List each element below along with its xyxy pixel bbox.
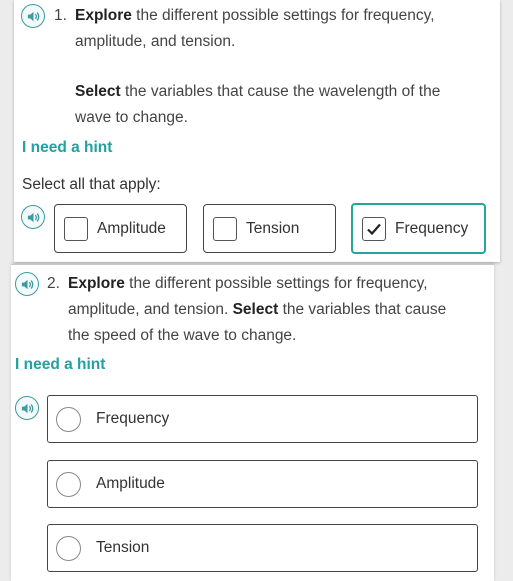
radio-button[interactable]: [56, 472, 81, 497]
q2-line2a: amplitude, and tension.: [68, 301, 233, 318]
option-label: Frequency: [96, 410, 170, 427]
q1-explore-word: Explore: [75, 7, 132, 24]
q2-option-tension[interactable]: [47, 524, 478, 572]
q1-hint-link[interactable]: I need a hint: [22, 139, 113, 156]
option-label: Amplitude: [96, 475, 165, 492]
speaker-icon: [20, 277, 35, 292]
question-2-card: [11, 264, 494, 581]
option-label: Amplitude: [97, 219, 166, 237]
q1-number: 1.: [54, 7, 67, 24]
q2-hint-link[interactable]: I need a hint: [15, 356, 106, 373]
q1-line1: the different possible settings for frequency,: [131, 7, 435, 24]
speaker-icon: [20, 401, 35, 416]
q1-line4: wave to change.: [75, 109, 188, 126]
q1-task: [75, 79, 475, 131]
q2-audio-button[interactable]: [15, 272, 39, 296]
q1-line3: the variables that cause the wavelength of the: [120, 83, 441, 100]
q2-explore-word: Explore: [68, 275, 125, 292]
q1-option-tension[interactable]: [203, 204, 336, 253]
q2-select-word: Select: [232, 301, 279, 318]
q1-prompt: [54, 3, 474, 55]
q2-line3: the speed of the wave to change.: [68, 327, 297, 344]
q2-line2b: the variables that cause: [278, 301, 447, 318]
q2-options-audio-button[interactable]: [15, 396, 39, 420]
checkbox[interactable]: [213, 217, 237, 241]
q1-line2: amplitude, and tension.: [75, 33, 236, 50]
radio-button[interactable]: [56, 407, 81, 432]
q2-option-frequency[interactable]: [47, 395, 478, 443]
checkbox[interactable]: [64, 217, 88, 241]
question-1-card: [14, 0, 500, 262]
option-label: Frequency: [395, 219, 469, 237]
radio-button[interactable]: [56, 536, 81, 561]
q1-options-audio-button[interactable]: [21, 205, 45, 229]
q2-number: 2.: [47, 275, 60, 292]
q1-audio-button[interactable]: [21, 4, 45, 28]
option-label: Tension: [96, 539, 150, 556]
q1-option-frequency[interactable]: [351, 203, 486, 254]
speaker-icon: [26, 9, 41, 24]
option-label: Tension: [246, 219, 300, 237]
q2-prompt: [47, 271, 492, 349]
checkmark-icon: [365, 220, 383, 238]
q2-option-amplitude[interactable]: [47, 460, 478, 508]
q1-instruction: Select all that apply:: [22, 176, 161, 193]
speaker-icon: [26, 210, 41, 225]
q2-line1: the different possible settings for frequency,: [124, 275, 428, 292]
checkbox-checked[interactable]: [362, 217, 386, 241]
q1-select-word: Select: [75, 83, 121, 100]
q1-option-amplitude[interactable]: [54, 204, 187, 253]
